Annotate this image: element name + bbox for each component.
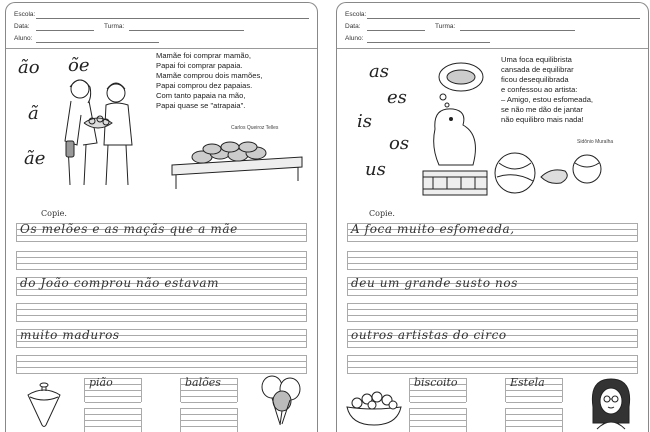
syllable: as bbox=[369, 61, 389, 82]
date-field[interactable]: Data: Turma: bbox=[345, 23, 640, 30]
worksheet-left bbox=[5, 2, 318, 432]
word-biscoito: biscoito bbox=[414, 376, 458, 389]
spinning-top-illustration bbox=[24, 381, 64, 429]
word-copy-box[interactable] bbox=[84, 408, 142, 432]
handwriting-line[interactable] bbox=[16, 329, 307, 347]
student-field[interactable]: Aluno: bbox=[14, 35, 309, 42]
handwriting-line[interactable] bbox=[347, 355, 638, 373]
circus-balls-illustration bbox=[493, 147, 605, 199]
syllable: ã bbox=[28, 103, 39, 124]
syllable: õe bbox=[68, 55, 90, 76]
handwriting-line[interactable] bbox=[347, 251, 638, 269]
copy-sentence: muito maduros bbox=[20, 328, 120, 342]
handwriting-line[interactable] bbox=[16, 355, 307, 373]
syllable: us bbox=[365, 159, 386, 180]
school-field[interactable]: Escola: bbox=[345, 11, 640, 18]
poem: Uma foca equilibrista cansada de equilibrar ficou desequilibrada e confessou ao artista: – Amigo, estou esfomeada, se não me dão de jantar não equilibro mais nada! bbox=[501, 55, 594, 124]
handwriting-line[interactable] bbox=[347, 329, 638, 347]
handwriting-line[interactable] bbox=[16, 277, 307, 295]
word-estela: Estela bbox=[510, 376, 545, 389]
copy-sentence: A foca muito esfomeada, bbox=[351, 222, 515, 236]
poem: Mamãe foi comprar mamão, Papai foi comprar papaia. Mamãe comprou dois mamões, Papai comprou dez papaias. Com tanto papaia na mão, Papai quase se "atrapaia". bbox=[156, 51, 263, 110]
class-label: Turma: bbox=[435, 23, 456, 30]
word-copy-box[interactable] bbox=[84, 378, 142, 402]
poem-author: Carlos Queiroz Telles bbox=[231, 125, 279, 131]
word-balões: balões bbox=[185, 376, 221, 389]
couple-shopping-illustration bbox=[56, 71, 144, 189]
date-field[interactable]: Data: Turma: bbox=[14, 23, 309, 30]
handwriting-line[interactable] bbox=[16, 223, 307, 241]
word-copy-box[interactable] bbox=[409, 378, 467, 402]
handwriting-line[interactable] bbox=[347, 223, 638, 241]
syllable: ãe bbox=[24, 148, 46, 169]
syllable: os bbox=[389, 133, 410, 154]
handwriting-line[interactable] bbox=[16, 251, 307, 269]
syllable: ão bbox=[18, 57, 40, 78]
school-field[interactable]: Escola: bbox=[14, 11, 309, 18]
copy-sentence: deu um grande susto nos bbox=[351, 276, 518, 290]
word-copy-box[interactable] bbox=[409, 408, 467, 432]
poem-author: Sidônio Muralha bbox=[577, 139, 614, 145]
girl-portrait-illustration bbox=[587, 377, 635, 431]
fruit-stand-illustration bbox=[172, 139, 304, 191]
student-field[interactable]: Aluno: bbox=[345, 35, 640, 42]
copy-sentence: do João comprou não estavam bbox=[20, 276, 220, 290]
cookie-bowl-illustration bbox=[345, 387, 403, 427]
class-label: Turma: bbox=[104, 23, 125, 30]
word-copy-box[interactable] bbox=[180, 378, 238, 402]
word-copy-box[interactable] bbox=[505, 378, 563, 402]
copy-sentence: Os melões e as maçãs que a mãe bbox=[20, 222, 238, 236]
handwriting-line[interactable] bbox=[347, 277, 638, 295]
word-copy-box[interactable] bbox=[505, 408, 563, 432]
handwriting-line[interactable] bbox=[16, 303, 307, 321]
syllable: es bbox=[387, 87, 407, 108]
word-copy-box[interactable] bbox=[180, 408, 238, 432]
balloons-illustration bbox=[258, 375, 304, 431]
copy-sentence: outros artistas do circo bbox=[351, 328, 507, 342]
word-pião: pião bbox=[89, 376, 113, 389]
copy-instruction: Copie. bbox=[369, 209, 395, 218]
syllable: is bbox=[357, 111, 372, 132]
worksheet-right bbox=[336, 2, 649, 432]
header-divider bbox=[337, 48, 648, 49]
handwriting-line[interactable] bbox=[347, 303, 638, 321]
header-divider bbox=[6, 48, 317, 49]
copy-instruction: Copie. bbox=[41, 209, 67, 218]
